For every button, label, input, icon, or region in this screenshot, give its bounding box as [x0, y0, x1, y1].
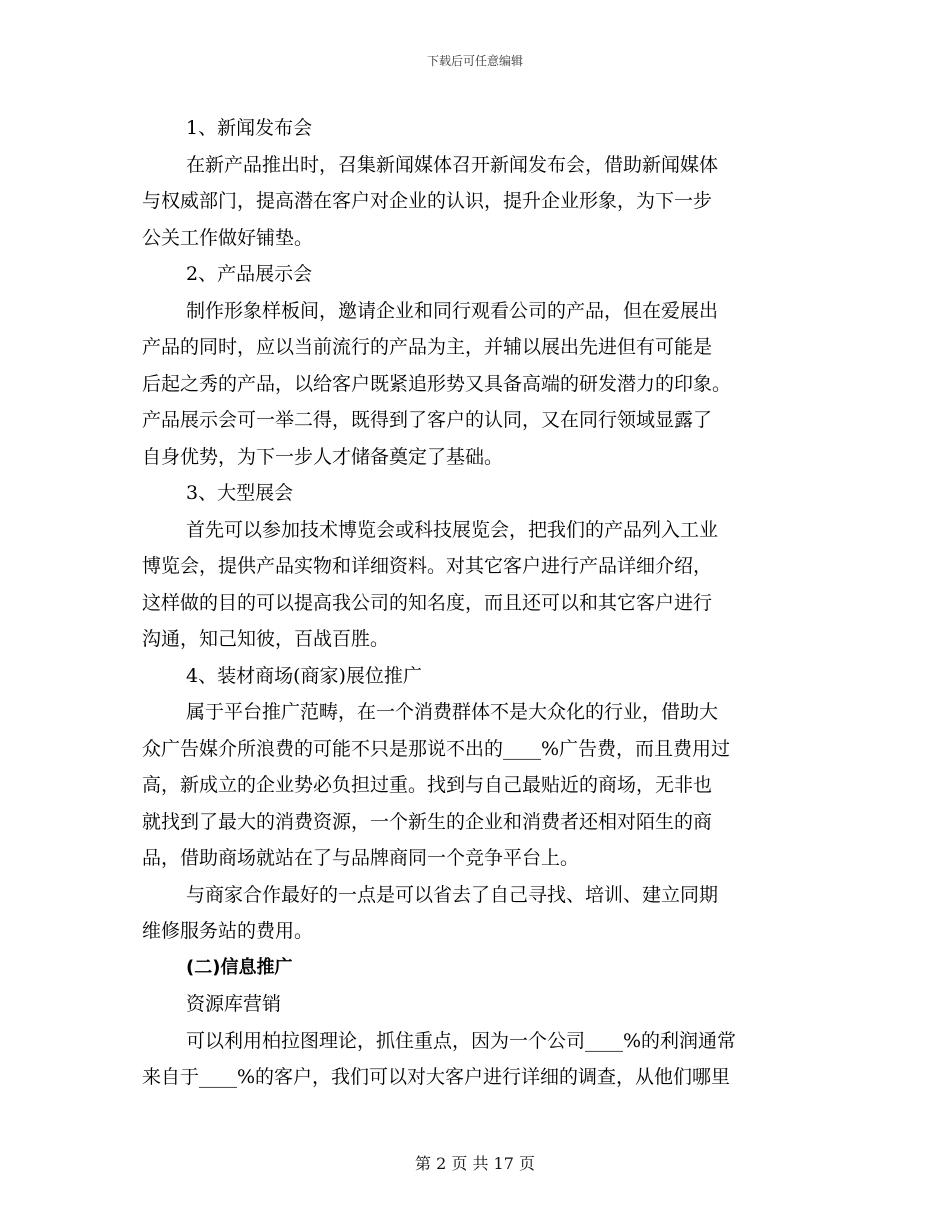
paragraph-line: 就找到了最大的消费资源，一个新生的企业和消费者还相对陌生的商	[142, 810, 713, 833]
paragraph-line: 与权威部门，提高潜在客户对企业的认识，提升企业形象，为下一步	[142, 190, 713, 212]
paragraph-line: 高，新成立的企业势必负担过重。找到与自己最贴近的商场，无非也	[142, 774, 713, 796]
paragraph-line: 维修服务站的费用。	[142, 920, 314, 942]
paragraph-line: 属于平台推广范畴，在一个消费群体不是大众化的行业，借助大	[186, 701, 719, 723]
heading-mall-booth: 4、装材商场(商家)展位推广	[186, 664, 422, 687]
paragraph-line: 公关工作做好铺垫。	[142, 226, 314, 249]
paragraph-line: 制作形象样板间，邀请企业和同行观看公司的产品，但在爱展出	[186, 299, 719, 322]
subheading-resource-marketing: 资源库营销	[186, 993, 282, 1015]
page-number: 第 2 页 共 17 页	[415, 1154, 535, 1173]
document-body	[142, 110, 807, 1096]
paragraph-line: 后起之秀的产品，以给客户既紧追形势又具备高端的研发潜力的印象。	[142, 372, 732, 395]
paragraph-line: 在新产品推出时，召集新闻媒体召开新闻发布会，借助新闻媒体	[186, 153, 719, 176]
paragraph-line: 首先可以参加技术博览会或科技展览会，把我们的产品列入工业	[186, 518, 719, 541]
heading-large-exhibition: 3、大型展会	[186, 482, 294, 504]
paragraph-line: 自身优势，为下一步人才储备奠定了基础。	[142, 445, 504, 468]
paragraph-line: 产品展示会可一举二得，既得到了客户的认同，又在同行领域显露了	[142, 409, 713, 431]
paragraph-line: 众广告媒介所浪费的可能不只是那说不出的____%广告费，而且费用过	[142, 737, 731, 760]
page-header: 下载后可任意编辑	[426, 54, 523, 68]
paragraph-line: 沟通，知己知彼，百战百胜。	[142, 628, 390, 650]
paragraph-line: 来自于____%的客户，我们可以对大客户进行详细的调查，从他们哪里	[142, 1066, 731, 1088]
section-heading-info-promotion: (二)信息推广	[186, 956, 293, 978]
paragraph-line: 与商家合作最好的一点是可以省去了自己寻找、培训、建立同期	[186, 883, 719, 906]
paragraph-line: 博览会，提供产品实物和详细资料。对其它客户进行产品详细介绍，	[142, 555, 713, 577]
paragraph-line: 可以利用柏拉图理论，抓住重点，因为一个公司____%的利润通常	[186, 1029, 737, 1052]
paragraph-line: 产品的同时，应以当前流行的产品为主，并辅以展出先进但有可能是	[142, 336, 713, 358]
heading-press-conference: 1、新闻发布会	[186, 117, 313, 139]
heading-product-show: 2、产品展示会	[186, 263, 313, 285]
paragraph-line: 这样做的目的可以提高我公司的知名度，而且还可以和其它客户进行	[142, 591, 713, 614]
paragraph-line: 品，借助商场就站在了与品牌商同一个竞争平台上。	[142, 847, 580, 869]
